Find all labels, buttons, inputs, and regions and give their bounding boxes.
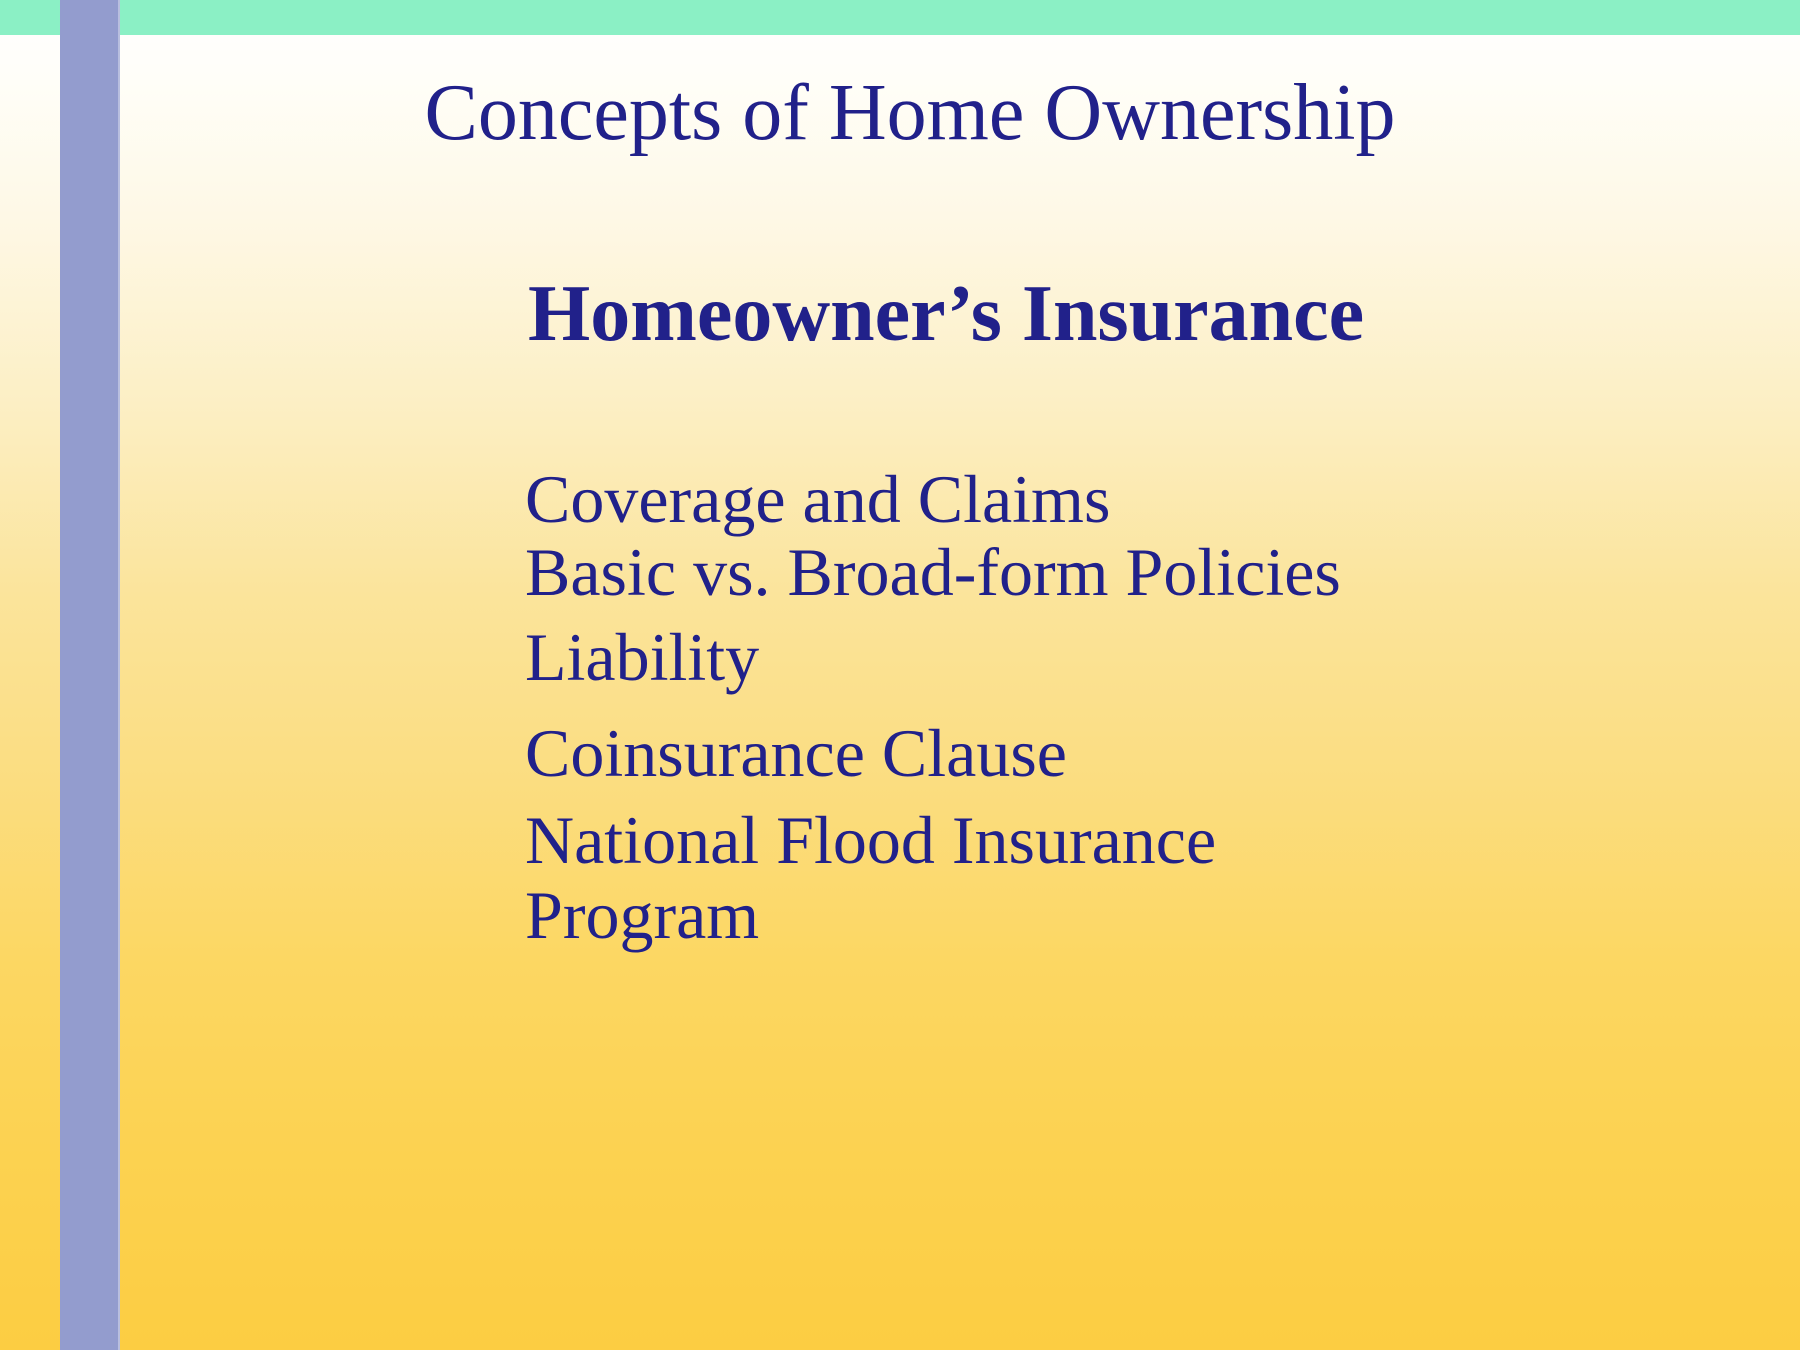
list-item: National Flood Insurance Program [525, 802, 1217, 953]
left-accent-bar [60, 0, 120, 1350]
list-item: Basic vs. Broad-form Policies [525, 534, 1341, 610]
list-item: Liability [525, 619, 760, 695]
slide-title: Concepts of Home Ownership [424, 69, 1396, 157]
slide-heading: Homeowner’s Insurance [528, 270, 1365, 358]
list-item: Coverage and Claims [525, 461, 1111, 537]
list-item: Coinsurance Clause [525, 715, 1067, 791]
top-accent-bar [0, 0, 1800, 35]
